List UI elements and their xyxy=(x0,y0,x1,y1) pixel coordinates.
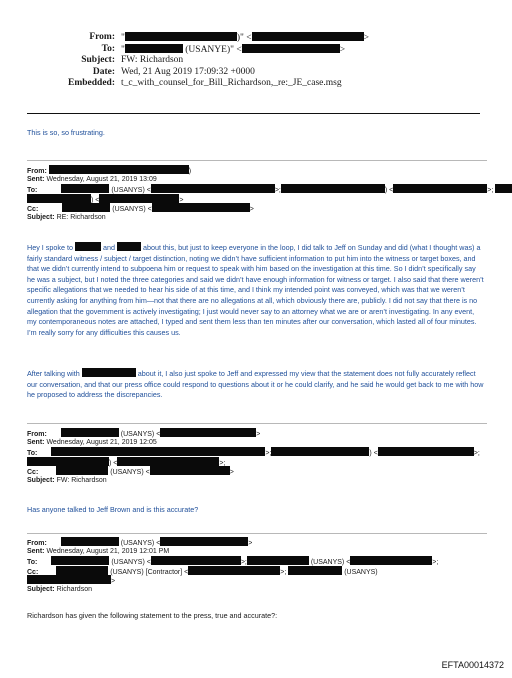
sent-label: Sent: xyxy=(27,175,45,183)
subject-label: Subject: xyxy=(27,585,55,593)
sent-value: Wednesday, August 21, 2019 12:05 xyxy=(46,438,157,446)
email2-body: Has anyone talked to Jeff Brown and is this accurate? xyxy=(27,505,199,514)
redaction xyxy=(61,428,119,437)
from-label: From: xyxy=(89,32,115,42)
redaction xyxy=(393,184,487,193)
header-embedded-row xyxy=(0,78,512,90)
intro-text: This is so, so frustrating. xyxy=(27,128,105,137)
body-text: about this, but just to keep everyone in the loop, I did talk to Jeff on Sunday and did (what I thought was) a fairly standard witness / subject / target distinction, noting we didn’t have sufficient information to put him into the witness or target boxes, and that we didn’t currently intend to subpoena him or request to speak with him based on the investigation at this time. So I didn’t specifically say he was a subject, but I noted the three categories and said we didn’t have enough information for witness or target. I also said that there weren’t specific allegations that we needed to hear his side of at this time, and I think my intended point was conveyed, which was that we weren’t currently asking for anything from him—not that there are no allegations at all, which obviously there are, publicly. I did not say that there is no allegation that the government is actively investigating; I just would never say to an attorney what we are or aren’t investigating. In any event, my contemporaneous notes are attached, I typed and sent them less than ten minutes after our conversation, which lasted all of four minutes. I’m really sorry for any difficulties this causes us. xyxy=(27,243,484,337)
sent-label: Sent: xyxy=(27,547,45,555)
redaction xyxy=(75,242,101,251)
to-fragment: >; xyxy=(432,559,439,566)
redaction xyxy=(247,556,309,565)
subject-label: Subject: xyxy=(27,213,55,221)
to-fragment: > xyxy=(179,196,184,204)
redaction xyxy=(152,203,250,212)
from-tail: > xyxy=(248,540,253,547)
redaction xyxy=(51,447,265,456)
date-value: Wed, 21 Aug 2019 17:09:32 +0000 xyxy=(121,66,255,77)
redaction xyxy=(281,184,385,193)
from-close: > xyxy=(363,33,370,43)
redaction xyxy=(350,556,432,565)
redaction xyxy=(151,184,275,193)
cc-fragment: (USANYS) < xyxy=(110,469,150,476)
sent-value: Wednesday, August 21, 2019 12:01 PM xyxy=(46,547,170,555)
redaction xyxy=(160,428,256,437)
redaction xyxy=(27,194,91,203)
redaction xyxy=(117,242,141,251)
from-label: From: xyxy=(27,168,47,175)
redaction xyxy=(242,44,340,53)
header-date-row xyxy=(0,67,512,79)
body-text: and xyxy=(102,243,115,252)
cc-fragment: (USANYS) < xyxy=(112,206,152,213)
to-mid: (USANYE)" < xyxy=(185,44,242,55)
to-fragment: ) < xyxy=(109,459,118,467)
redaction xyxy=(125,32,237,41)
subject-label: Subject: xyxy=(81,55,115,65)
to-fragment: ) < xyxy=(384,187,394,194)
subject-value: RE: Richardson xyxy=(56,213,106,221)
redaction xyxy=(150,466,230,475)
to-fragment: >; xyxy=(219,459,226,467)
from-fragment: (USANYS) < xyxy=(120,540,161,547)
cc-fragment: (USANYS) xyxy=(344,568,378,576)
to-fragment: >; xyxy=(265,450,272,457)
to-fragment: ) < xyxy=(369,450,378,457)
redaction xyxy=(188,566,280,575)
redaction xyxy=(271,447,369,456)
to-label: To: xyxy=(101,43,115,54)
subject-label: Subject: xyxy=(27,476,55,484)
from-fragment: (USANYS) < xyxy=(120,431,161,438)
to-fragment: (USANYS) < xyxy=(111,187,151,194)
email2-header xyxy=(27,428,487,485)
cc-fragment: > xyxy=(111,578,116,585)
to-label: To: xyxy=(27,450,38,457)
to-label: To: xyxy=(27,559,38,566)
redaction xyxy=(82,368,136,377)
from-label: From: xyxy=(27,431,47,438)
redaction xyxy=(62,203,110,212)
to-fragment: (USANYS) < xyxy=(310,559,351,566)
redaction xyxy=(495,184,512,193)
cc-label: Cc: xyxy=(27,568,39,576)
redaction xyxy=(117,457,219,466)
embedded-attachment: t_c_with_counsel_for_Bill_Richardson,_re:_JE_case.msg xyxy=(121,78,342,88)
sent-label: Sent: xyxy=(27,438,45,446)
email-separator xyxy=(27,423,487,424)
redaction xyxy=(252,32,364,41)
email3-header xyxy=(27,537,487,594)
from-tail: > xyxy=(256,431,261,438)
to-fragment: (USANYS) < xyxy=(111,559,151,566)
redaction xyxy=(151,556,241,565)
email1-body-paragraph-2 xyxy=(27,368,484,401)
header-from-row xyxy=(0,32,512,44)
from-open: " xyxy=(121,33,125,43)
from-mid: )" < xyxy=(236,33,252,43)
redaction xyxy=(288,566,342,575)
subject-value: FW: Richardson xyxy=(56,476,107,484)
subject-value: FW: Richardson xyxy=(121,55,184,65)
to-fragment: >; xyxy=(473,450,480,457)
redaction xyxy=(378,447,474,456)
email1-header xyxy=(27,165,494,222)
email3-body: Richardson has given the following statement to the press, true and accurate?: xyxy=(27,611,278,620)
message-header xyxy=(0,32,512,90)
redaction xyxy=(27,575,111,584)
cc-label: Cc: xyxy=(27,206,39,213)
subject-value: Richardson xyxy=(56,585,92,593)
from-label: From: xyxy=(27,540,47,547)
body-text: After talking with xyxy=(27,369,80,378)
email1-body-paragraph-1 xyxy=(27,242,484,338)
date-label: Date: xyxy=(92,66,115,77)
header-to-row xyxy=(0,44,512,56)
to-fragment: >; xyxy=(240,559,247,566)
redaction xyxy=(27,457,109,466)
redaction xyxy=(49,165,192,175)
cc-fragment: (USANYS) [Contractor] < xyxy=(110,568,189,576)
header-subject-row xyxy=(0,55,512,67)
sent-value: Wednesday, August 21, 2019 13:09 xyxy=(46,175,157,183)
body-text: Hey I spoke to xyxy=(27,243,73,252)
to-fragment: ) < xyxy=(91,196,100,204)
cc-fragment: >; xyxy=(280,568,287,576)
to-fragment: >; xyxy=(274,187,281,194)
to-fragment: >; xyxy=(487,187,494,194)
to-label: To: xyxy=(27,187,38,194)
redaction xyxy=(56,466,108,475)
redaction xyxy=(125,44,183,53)
redaction xyxy=(160,537,248,546)
embedded-label: Embedded: xyxy=(68,78,115,88)
cc-fragment: > xyxy=(229,469,234,476)
redaction xyxy=(99,194,179,203)
document-id: EFTA00014372 xyxy=(441,660,504,670)
redaction xyxy=(51,556,109,565)
body-text: about it, I also just spoke to Jeff and expressed my view that the statement does not fully accurately reflect our conversation, and that our press office could respond to questions about it or he could clarify, and he said he would get back to me with how he proposed to address the discrepancies. xyxy=(27,369,484,400)
cc-fragment: > xyxy=(249,206,254,213)
to-close: > xyxy=(339,44,346,55)
redaction xyxy=(61,184,109,193)
to-open: " xyxy=(121,44,125,55)
from-tail: ) xyxy=(188,168,192,175)
redaction xyxy=(61,537,119,546)
email-separator xyxy=(27,160,487,161)
redaction xyxy=(56,566,108,575)
email-separator xyxy=(27,533,487,534)
header-divider xyxy=(27,113,480,114)
cc-label: Cc: xyxy=(27,469,39,476)
